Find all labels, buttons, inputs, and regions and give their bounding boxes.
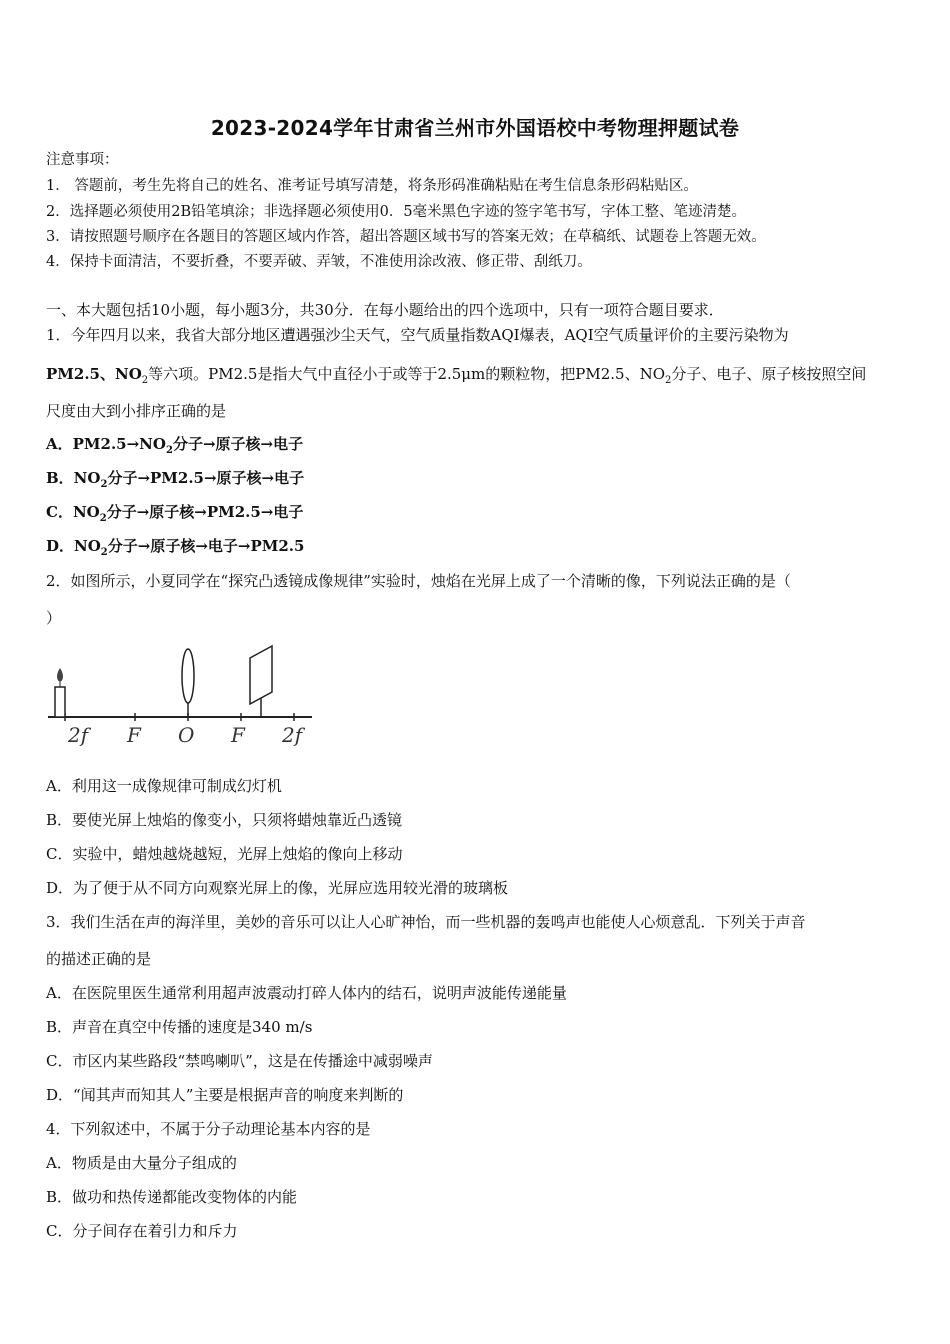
label-o: O	[178, 723, 195, 747]
q3-option-c: C．市区内某些路段“禁鸣喇叭”，这是在传播途中减弱噪声	[46, 1052, 433, 1070]
q1-option-d	[46, 536, 304, 563]
section-1-instructions: 一、本大题包括10小题，每小题3分，共30分．在每小题给出的四个选项中，只有一项符合题目要求．	[46, 301, 724, 319]
label-2f-right: 2f	[282, 723, 303, 747]
q1-option-a-text: A．PM2.5→NO	[46, 435, 166, 453]
q1-option-b	[46, 468, 304, 495]
q1-option-c-rest: 分子→原子核→PM2.5→电子	[106, 503, 304, 521]
q1-line2-sub-a: 2	[141, 375, 149, 386]
q1-option-a	[46, 434, 303, 461]
q4-option-b: B．做功和热传递都能改变物体的内能	[46, 1188, 298, 1206]
q1-option-a-rest: 分子→原子核→电子	[172, 435, 304, 453]
q4-option-a: A．物质是由大量分子组成的	[46, 1154, 237, 1172]
q1-line2-sub-b: 2	[665, 375, 672, 386]
q1-option-d-rest: 分子→原子核→电子→PM2.5	[107, 537, 305, 555]
q1-option-b-sub: 2	[100, 479, 108, 490]
q1-option-b-rest: 分子→PM2.5→原子核→电子	[107, 469, 305, 487]
q1-option-c	[46, 502, 303, 529]
q1-option-a-sub: 2	[165, 445, 173, 456]
q3-option-a: A．在医院里医生通常利用超声波震动打碎人体内的结石，说明声波能传递能量	[46, 984, 567, 1002]
q1-option-c-sub: 2	[99, 513, 107, 524]
q1-line2-part-b: 等六项。PM2.5是指大气中直径小于或等于2.5μm的颗粒物，把PM2.5、NO	[148, 365, 666, 383]
notice-item-3: 3．请按照题号顺序在各题目的答题区域内作答，超出答题区域书写的答案无效；在草稿纸、试题卷上答题无效。	[46, 229, 766, 245]
notice-item-1: 1． 答题前，考生先将自己的姓名、准考证号填写清楚，将条形码准确粘贴在考生信息条形码粘贴区。	[46, 178, 698, 194]
q3-option-b: B．声音在真空中传播的速度是340 m/s	[46, 1018, 313, 1036]
page-title: 2023-2024学年甘肃省兰州市外国语校中考物理押题试卷	[210, 116, 740, 140]
q1-option-b-text: B．NO	[46, 469, 101, 487]
q3-stem-line-2: 的描述正确的是	[46, 950, 152, 968]
q1-line2-part-a: PM2.5、NO	[46, 365, 142, 383]
light-screen	[250, 646, 272, 704]
candle-body	[55, 687, 65, 717]
candle-flame-icon	[57, 668, 63, 682]
convex-lens	[182, 649, 194, 703]
q1-option-d-text: D．NO	[46, 537, 101, 555]
q1-stem-line-3: 尺度由大到小排序正确的是	[46, 402, 227, 420]
q1-option-d-sub: 2	[100, 547, 108, 558]
notice-item-2: 2．选择题必须使用2B铅笔填涂；非选择题必须使用0．5毫米黑色字迹的签字笔书写，字体工整、笔迹清楚。	[46, 204, 747, 220]
q2-option-d: D．为了便于从不同方向观察光屏上的像，光屏应选用较光滑的玻璃板	[46, 879, 509, 897]
q1-stem-line-2	[46, 364, 866, 391]
q2-stem-line-1: 2．如图所示，小夏同学在“探究凸透镜成像规律”实验时，烛焰在光屏上成了一个清晰的像，下列说法正确的是（	[46, 572, 791, 590]
q2-option-b: B．要使光屏上烛焰的像变小，只须将蜡烛靠近凸透镜	[46, 811, 403, 829]
label-f-right: F	[231, 723, 245, 747]
q4-stem-line-1: 4．下列叙述中，不属于分子动理论基本内容的是	[46, 1120, 371, 1138]
convex-lens-figure	[44, 642, 319, 752]
q2-option-c: C．实验中，蜡烛越烧越短，光屏上烛焰的像向上移动	[46, 845, 403, 863]
label-f-left: F	[127, 723, 141, 747]
q1-line2-part-c: 分子、电子、原子核按照空间	[671, 365, 867, 383]
q2-option-a: A．利用这一成像规律可制成幻灯机	[46, 777, 282, 795]
label-2f-left: 2f	[68, 723, 89, 747]
q3-option-d: D．“闻其声而知其人”主要是根据声音的响度来判断的	[46, 1086, 404, 1104]
q1-option-c-text: C．NO	[46, 503, 100, 521]
notice-heading: 注意事项：	[46, 152, 119, 168]
notice-item-4: 4．保持卡面清洁，不要折叠，不要弄破、弄皱，不准使用涂改液、修正带、刮纸刀。	[46, 254, 592, 270]
q3-stem-line-1: 3．我们生活在声的海洋里，美妙的音乐可以让人心旷神怡，而一些机器的轰鸣声也能使人心烦意乱．下列关于声音	[46, 913, 806, 931]
q1-stem-line-1: 1．今年四月以来，我省大部分地区遭遇强沙尘天气，空气质量指数AQI爆表，AQI空气质量评价的主要污染物为	[46, 326, 789, 344]
q2-stem-line-2: ）	[46, 609, 62, 627]
q4-option-c: C．分子间存在着引力和斥力	[46, 1222, 238, 1240]
